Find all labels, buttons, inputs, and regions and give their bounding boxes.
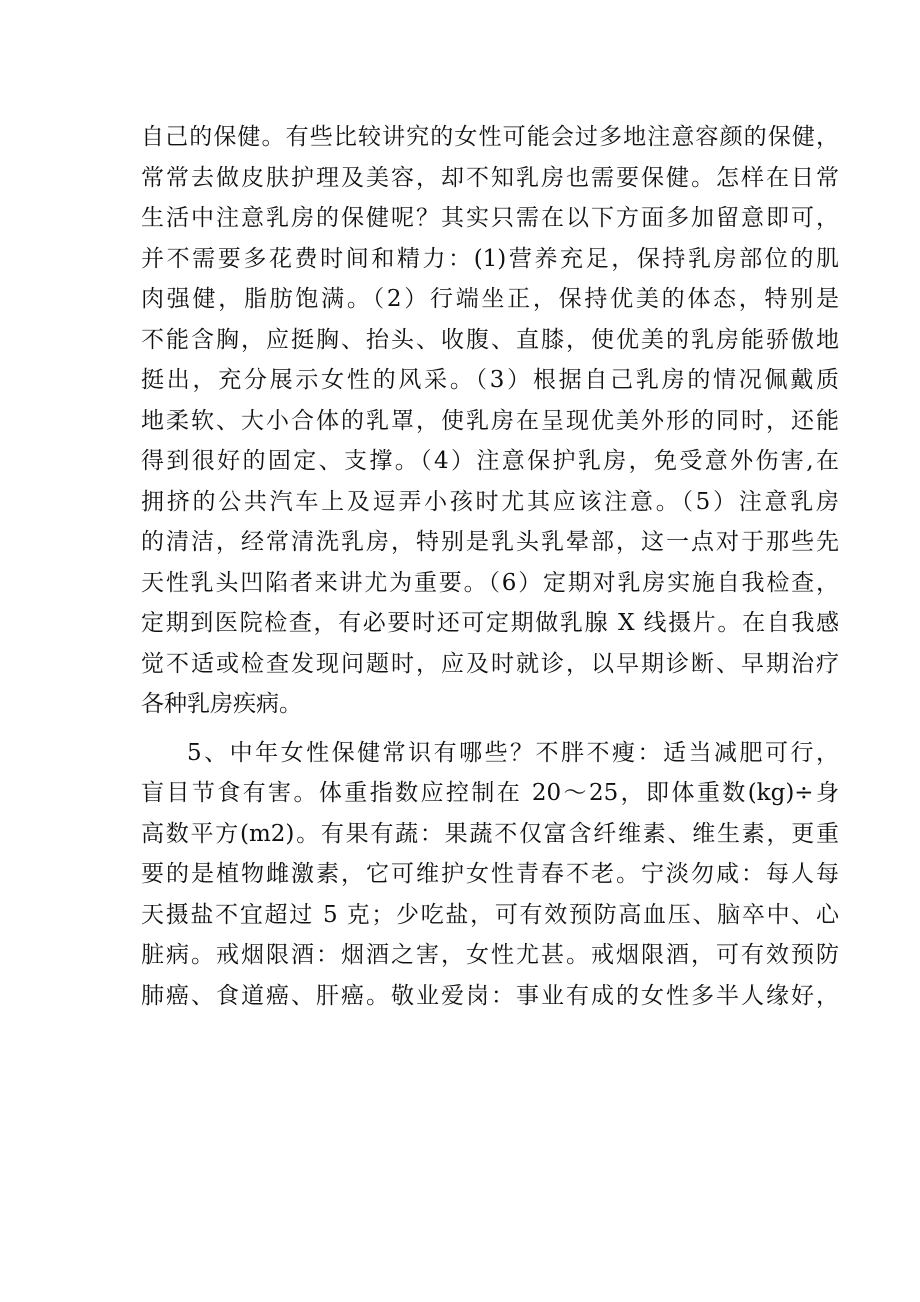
paragraph-middle-age-health — [141, 733, 839, 1017]
text-line: 并不需要多花费时间和精力：(1)营养充足，保持乳房部位的肌 — [141, 245, 839, 272]
text-line: 生活中注意乳房的保健呢？其实只需在以下方面多加留意即可， — [141, 205, 839, 231]
paragraph-breast-care — [141, 117, 839, 725]
text-line: 常常去做皮肤护理及美容，却不知乳房也需要保健。怎样在日常 — [141, 164, 839, 191]
text-line: 挺出，充分展示女性的风采。（3）根据自己乳房的情况佩戴质 — [141, 367, 839, 393]
text-line: 高数平方(m2)。有果有蔬：果蔬不仅富含纤维素、维生素，更重 — [141, 820, 839, 847]
text-line: 盲目节食有害。体重指数应控制在 20～25，即体重数(kg)÷身 — [141, 780, 839, 806]
text-line: 5、中年女性保健常识有哪些？不胖不瘦：适当减肥可行， — [187, 739, 839, 766]
paragraph-gap — [141, 725, 839, 733]
text-line: 天性乳头凹陷者来讲尤为重要。（6）定期对乳房实施自我检查， — [141, 569, 839, 596]
text-line: 地柔软、大小合体的乳罩，使乳房在呈现优美外形的同时，还能 — [141, 407, 839, 434]
text-line: 各种乳房疾病。 — [141, 691, 302, 717]
text-line: 肉强健，脂肪饱满。（2）行端坐正，保持优美的体态，特别是 — [141, 286, 839, 312]
text-line: 的清洁，经常清洗乳房，特别是乳头乳晕部，这一点对于那些先 — [141, 529, 839, 555]
text-line: 不能含胸，应挺胸、抬头、收腹、直膝，使优美的乳房能骄傲地 — [141, 326, 839, 353]
text-line: 脏病。戒烟限酒：烟酒之害，女性尤甚。戒烟限酒，可有效预防 — [141, 942, 839, 968]
text-line: 定期到医院检查，有必要时还可定期做乳腺 X 线摄片。在自我感 — [141, 610, 839, 636]
text-line: 要的是植物雌激素，它可维护女性青春不老。宁淡勿咸：每人每 — [141, 861, 839, 887]
text-line: 得到很好的固定、支撑。（4）注意保护乳房，免受意外伤害,在 — [141, 448, 839, 474]
text-line: 自己的保健。有些比较讲究的女性可能会过多地注意容颜的保健， — [141, 124, 839, 150]
text-line: 天摄盐不宜超过 5 克；少吃盐，可有效预防高血压、脑卒中、心 — [141, 901, 839, 928]
text-line: 拥挤的公共汽车上及逗弄小孩时尤其应该注意。（5）注意乳房 — [141, 488, 839, 515]
document-body — [141, 117, 839, 1016]
text-line: 觉不适或检查发现问题时，应及时就诊，以早期诊断、早期治疗 — [141, 650, 839, 677]
text-line: 肺癌、食道癌、肝癌。敬业爱岗：事业有成的女性多半人缘好， — [141, 982, 839, 1009]
